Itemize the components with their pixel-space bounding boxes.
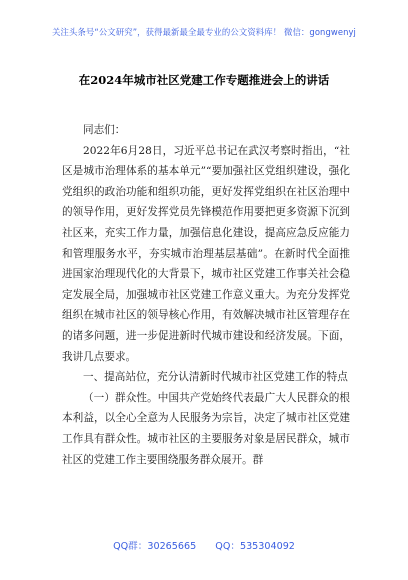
section-heading: 一、提高站位，充分认清新时代城市社区党建工作的特点 [83,371,348,384]
document-body [62,120,350,470]
salutation: 同志们： [83,124,126,136]
header-banner[interactable]: 关注头条号“公文研究”，获得最新最全最专业的公文资料库！ 微信：gongwenyj [52,27,356,37]
footer-qq-group[interactable]: QQ群：30265665 [113,541,197,552]
paragraph: 2022年6月28日，习近平总书记在武汉考察时指出，“社区是城市治理体系的基本单元”“要加强社区党组织建设，强化党组织的政治功能和组织功能，更好发挥党组织在社区治理中的领导作用，更好发挥党员先锋模范作用要把更多资源下沉到社区来，充实工作力量，加强信息化建设，提高应急反应能力和管理服务水平，夯实城市治理基层基础”。在新时代全面推进国家治理现代化的大背景下，城市社区党建工作事关社会稳定发展全局，加强城市社区党建工作意义重大。为充分发挥党组织在城市社区的领导核心作用，有效解决城市社区管理存在的诸多问题，进一步促进新时代城市建设和经济发展。下面，我讲几点要求。 [62,144,350,363]
footer-contact [0,538,408,552]
footer-qq-number[interactable]: QQ：535304092 [215,541,295,552]
paragraph: （一）群众性。中国共产党始终代表最广大人民群众的根本利益，以全心全意为人民服务为宗旨，决定了城市社区党建工作具有群众性。城市社区的主要服务对象是居民群众，城市社区的党建工作主要围绕服务群众展开。群 [62,391,350,466]
document-title: 在2024年城市社区党建工作专题推进会上的讲话 [78,73,330,87]
